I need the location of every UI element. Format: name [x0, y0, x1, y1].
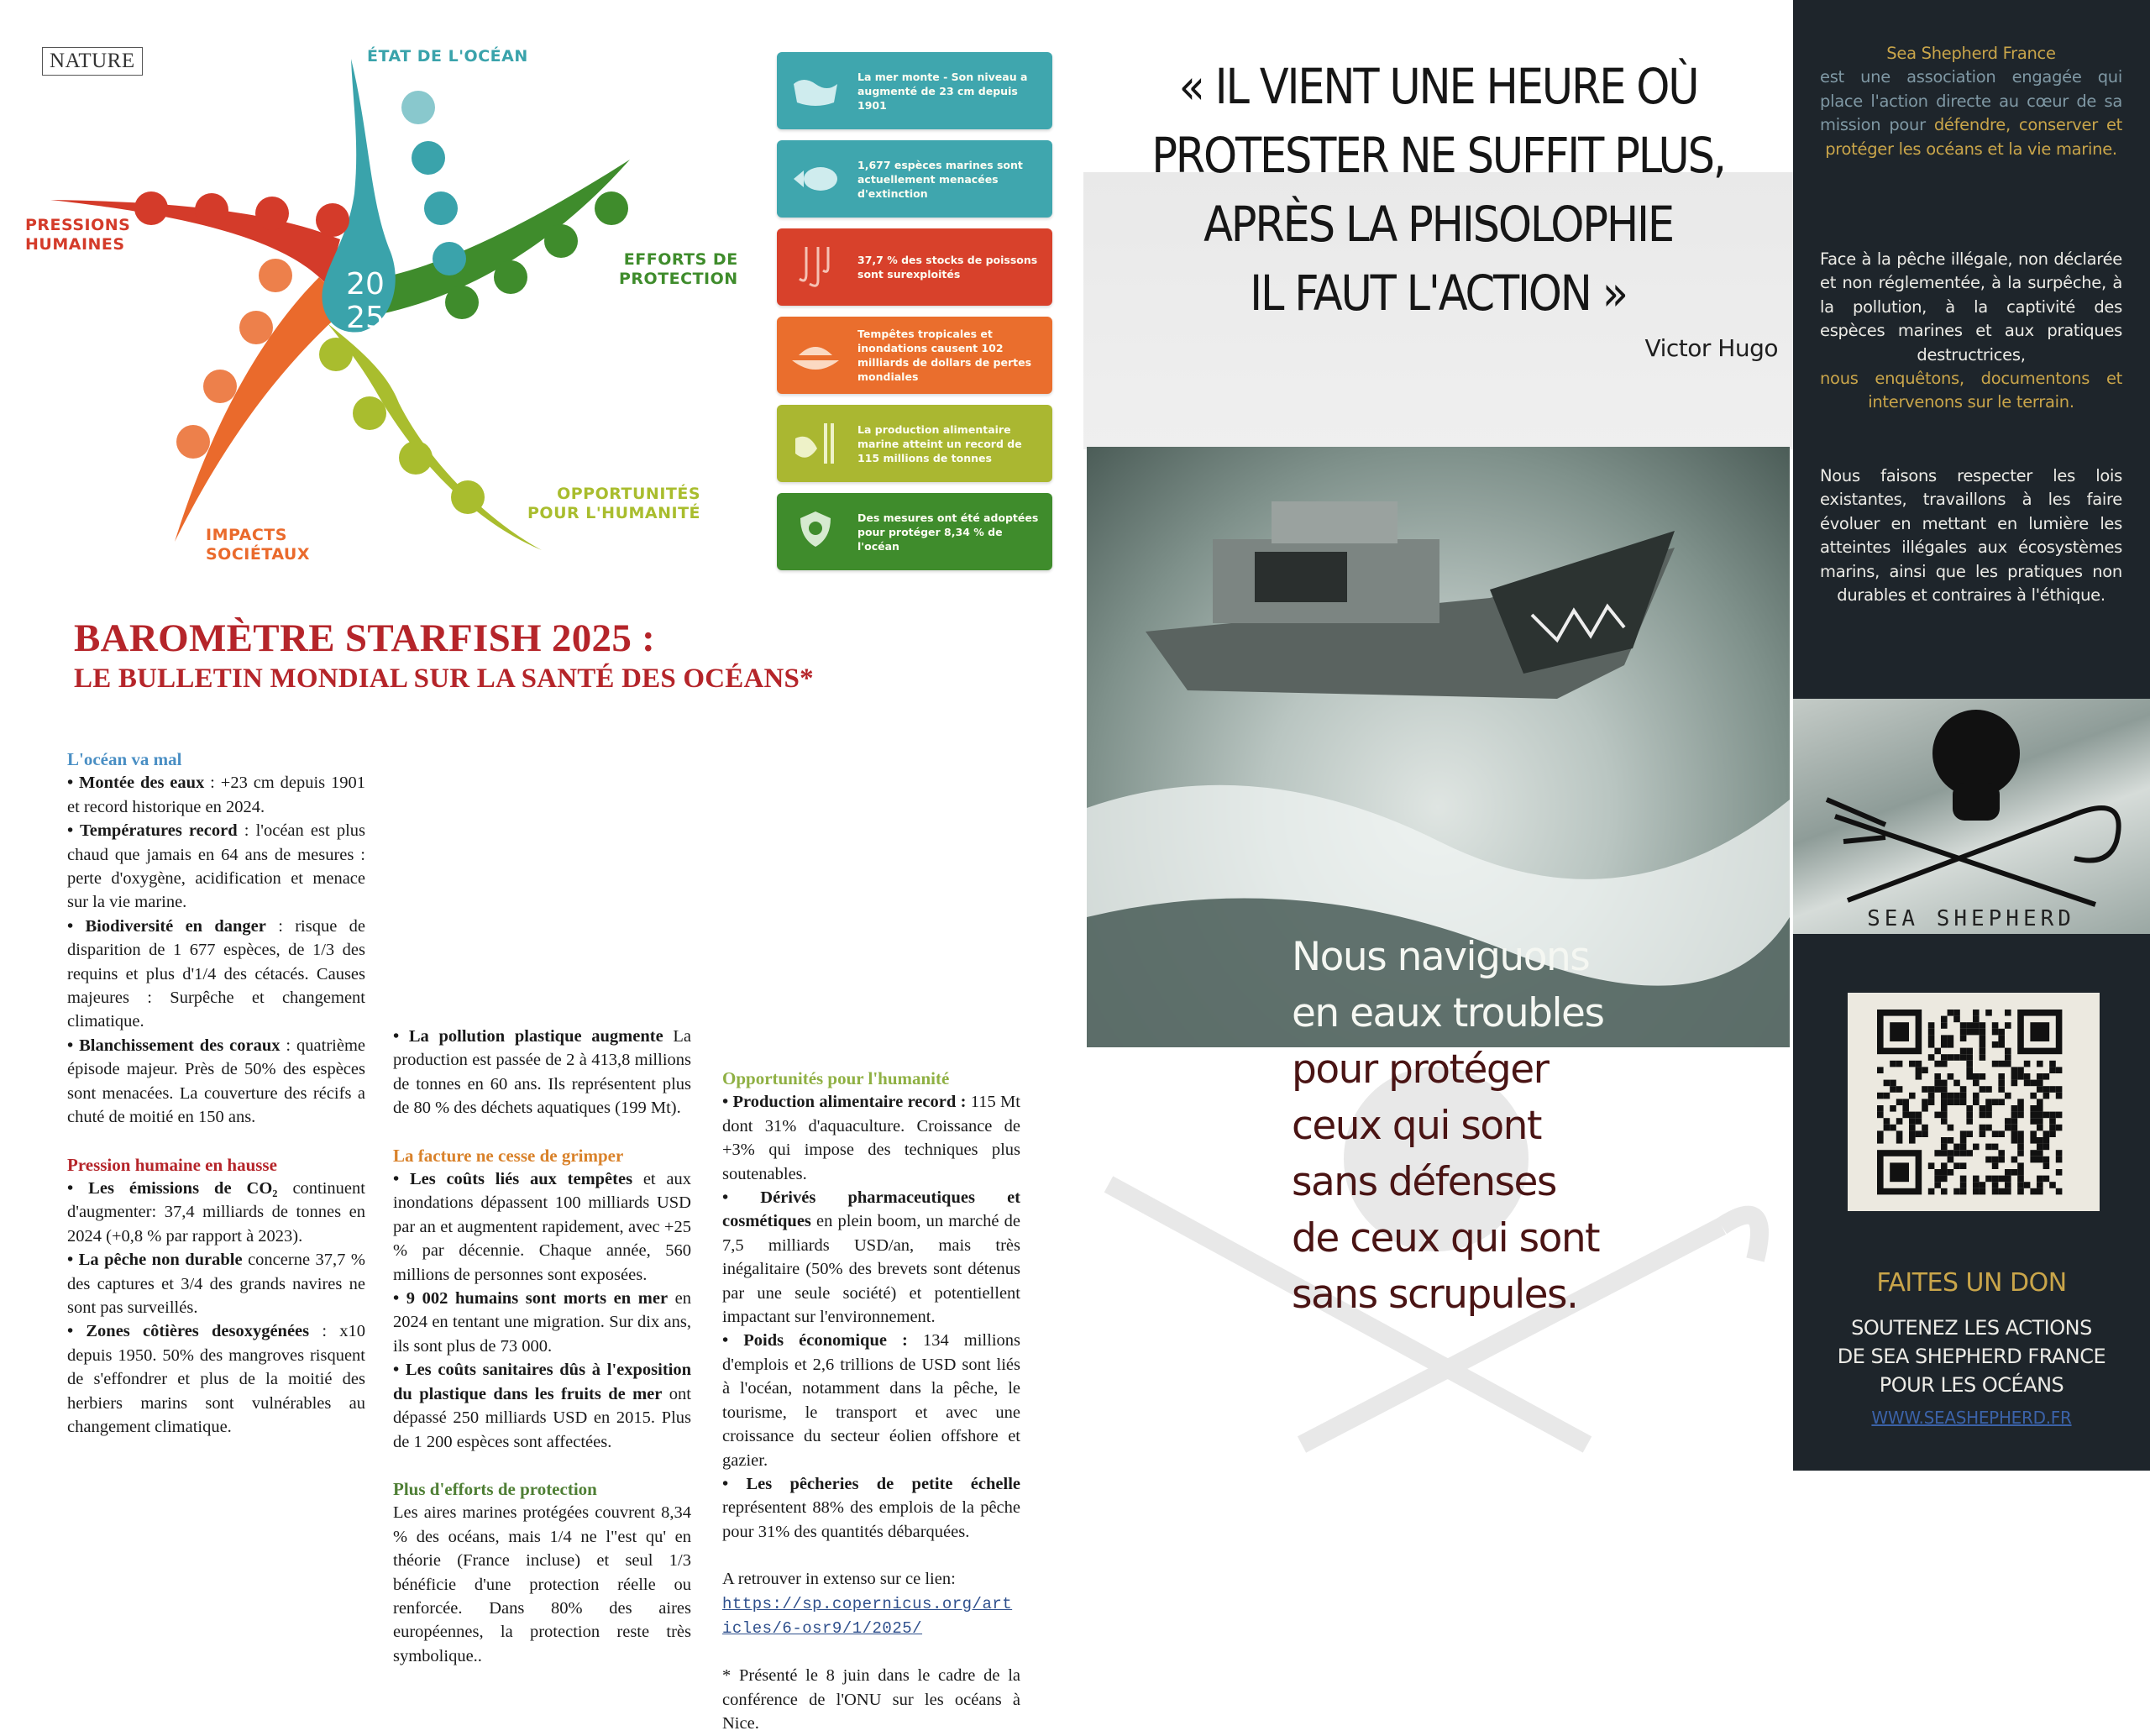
fact-card: Tempêtes tropicales et inondations causent 102 milliards de dollars de pertes mondiales [777, 317, 1052, 394]
section-rubric: NATURE [42, 47, 143, 76]
bottle-icon [316, 203, 349, 237]
quote-author: Victor Hugo [1644, 334, 1778, 362]
section-heading: La facture ne cesse de grimper [393, 1145, 624, 1166]
paragraph: • Les coûts liés aux tempêtes et aux inondations dépassent 100 milliards USD par an et augmentent rapidement, avec +25 % par décennie. Chaque année, 560 millions de personnes sont exposées. [393, 1170, 691, 1284]
center-year-top: 20 [346, 267, 385, 302]
sea-shepherd-panel [1793, 0, 2150, 1471]
article-title: BAROMÈTRE STARFISH 2025 : [74, 616, 656, 660]
logo-text: SEA SHEPHERD [1867, 906, 2075, 931]
fact-card: La mer monte - Son niveau a augmenté de 23 cm depuis 1901 [777, 52, 1052, 129]
paragraph: Les aires marines protégées couvrent 8,34 % des océans, mais 1/4 ne l"est qu' en théorie (France incluse) et seul 1/3 bénéficie d'une protection réelle ou renforcée. Dans 80% des aires européennes, la protection reste très symbolique.. [393, 1503, 691, 1665]
oil-icon [255, 197, 289, 230]
label-opportunites: OPPORTUNITÉS POUR L'HUMANITÉ [527, 485, 701, 522]
coral-icon [433, 242, 466, 275]
center-year-bottom: 25 [346, 301, 385, 335]
paragraph: • Températures record : l'océan est plus chaud que jamais en 64 ans de mesures : perte d'oxygène, acidification et menace sur la vie marine. [67, 821, 365, 912]
fish-icon [424, 191, 458, 225]
shepherd-crook-icon [1848, 808, 2119, 900]
section-heading: L'océan va mal [67, 749, 182, 769]
fish-icon [789, 152, 842, 206]
storm-house-icon [789, 328, 842, 382]
shield-hands-icon [789, 505, 842, 559]
arm-opportunites [328, 323, 542, 550]
section-heading: Plus d'efforts de protection [393, 1478, 597, 1499]
thermometer-icon [412, 141, 445, 175]
boat [1146, 501, 1675, 699]
source-link[interactable]: https://sp.copernicus.org/articles/6-osr9/1/2025/ [722, 1594, 1013, 1638]
sea-shepherd-logo [1793, 699, 2150, 934]
paragraph: • 9 002 humains sont morts en mer en 2024 en tentant une migration. Sur dix ans, ils sont plus de 73 000. [393, 1289, 691, 1356]
org-name: Sea Shepherd France [1886, 44, 2056, 63]
label-efforts-protection: EFFORTS DE PROTECTION [619, 250, 738, 288]
label-pressions-humaines: PRESSIONS HUMAINES [25, 216, 131, 254]
donation-qr-code[interactable] [1848, 993, 2100, 1211]
city-icon [203, 370, 237, 403]
paragraph: • Dérivés pharmaceutiques et cosmétiques en plein boom, un marché de 7,5 milliards USD/an, mais très inégalitaire (50% des brevets sont détenus par une seule société) et potentiellent impactant sur l'environnement. [722, 1188, 1020, 1327]
intro-block: Sea Shepherd France est une association engagée qui place l'action directe au cœur de sa mission pour défendre, conserver et protéger les océans et la vie marine. [1820, 44, 2122, 159]
fact-cards [777, 52, 1052, 581]
slogan-light: Nous naviguons en eaux troubles [1292, 934, 1604, 1036]
paragraph: • Les pêcheries de petite échelle représentent 88% des emplois de la pêche pour 31% des quantités débarquées. [722, 1474, 1020, 1541]
storm-icon [259, 259, 292, 292]
label-etat-ocean: ÉTAT DE L'OCÉAN [367, 47, 528, 66]
paragraph: • Les coûts sanitaires dûs à l'exposition du plastique dans les fruits de mer ont dépassé 250 milliards USD en 2015. Plus de 1 200 espèces sont affectées. [393, 1361, 691, 1451]
fact-card: La production alimentaire marine atteint un record de 115 millions de tonnes [777, 405, 1052, 482]
slogan-dark: pour protéger ceux qui sont sans défenses de ceux qui sont sans scrupules. [1292, 1046, 1600, 1318]
ocean-icons [401, 91, 466, 275]
migration-icon [176, 425, 210, 459]
arm-efforts-protection [353, 160, 630, 319]
fact-card: 1,677 espèces marines sont actuellement menacées d'extinction [777, 140, 1052, 218]
pollution-icon [134, 191, 168, 225]
article-column-1 [67, 747, 365, 1439]
link-intro: A retrouver in extenso sur ce lien: [722, 1570, 956, 1589]
paragraph: • Les émissions de CO₂ continuent d'augmenter: 37,4 milliards de tonnes en 2024 (+0,8 % par rapport à 2023). [67, 1178, 365, 1246]
victor-hugo-quote: « IL VIENT UNE HEURE OÙ PROTESTER NE SUFFIT PLUS, APRÈS LA PHISOLOPHIE IL FAUT L'ACTION » [1151, 58, 1725, 322]
document-icon [445, 286, 479, 319]
article-column-3 [722, 1067, 1020, 1736]
paragraph: • La pêche non durable concerne 37,7 % des captures et 3/4 des grands navires ne sont pas surveillés. [67, 1251, 365, 1317]
donate-text: SOUTENEZ LES ACTIONS DE SEA SHEPHERD FRANCE POUR LES OCÉANS [1837, 1316, 2106, 1397]
pharma-icon [353, 396, 386, 430]
skull-icon [1932, 710, 2020, 821]
handshake-icon [544, 224, 578, 258]
food-icon [319, 338, 353, 371]
paragraph: • Poids économique : 134 millions d'emplois et 2,6 trillions de USD sont liés à l'océan, notamment dans la pêche, le tourisme, le transport et avec une croissance du secteur éolien offshore et gazier. [722, 1331, 1020, 1470]
sea-level-icon [789, 64, 842, 118]
footnote: * Présenté le 8 juin dans le cadre de la conférence de l'ONU sur les océans à Nice. [722, 1666, 1020, 1733]
economy-icon [399, 441, 433, 475]
scale-icon [494, 260, 527, 294]
fishing-hooks-icon [789, 240, 842, 294]
middle-page [1083, 0, 1793, 1471]
paragraph: • La pollution plastique augmente La production est passée de 2 à 413,8 millions de tonnes en 60 ans. Ils représentent plus de 80 % des déchets aquatiques (199 Mt). [393, 1027, 691, 1118]
laws-block: Nous faisons respecter les lois existantes, travaillons à les faire évoluer en mettant en lumière les atteintes illégales aux écosystèmes marins, ainsi que les pratiques non durables et contraires à l'éthique. [1820, 466, 2122, 606]
fact-card: Des mesures ont été adoptées pour protéger 8,34 % de l'océan [777, 493, 1052, 570]
hooks-icon [195, 193, 228, 227]
section-heading: Opportunités pour l'humanité [722, 1068, 950, 1088]
shield-icon [595, 191, 628, 225]
paragraph: • Zones côtières desoxygénées : x10 depuis 1950. 50% des mangroves risquent de s'effondrer et plus de la moitié des herbiers marins sont vulnérables au changement climatique. [67, 1322, 365, 1436]
fact-card: 37,7 % des stocks de poissons sont surexploités [777, 228, 1052, 306]
article-subtitle: LE BULLETIN MONDIAL SUR LA SANTÉ DES OCÉANS* [74, 663, 814, 694]
paragraph: • Blanchissement des coraux : quatrième épisode majeur. Près de 50% des espèces sont menacées. La couverture des récifs a chuté de moitié en 150 ans. [67, 1036, 366, 1127]
hook-small-icon [451, 480, 485, 514]
health-icon [239, 311, 273, 344]
paragraph: • Biodiversité en danger : risque de disparition de 1 677 espèces, de 1/3 des requins et plus d'1/4 des cétacés. Causes majeures : Surpêche et changement climatique. [67, 916, 365, 1031]
donate-title: FAITES UN DON [1876, 1268, 2067, 1298]
paragraph: • Montée des eaux : +23 cm depuis 1901 et record historique en 2024. [67, 774, 366, 816]
website-link[interactable]: WWW.SEASHEPHERD.FR [1871, 1408, 2072, 1428]
fish-fork-icon [789, 417, 842, 470]
label-impacts-societaux: IMPACTS SOCIÉTAUX [206, 526, 311, 564]
sea-level-icon [401, 91, 435, 124]
paragraph: • Production alimentaire record : 115 Mt dont 31% d'aquaculture. Croissance de +3% qui impose des techniques plus soutenables. [722, 1093, 1020, 1183]
article-column-2 [393, 1025, 691, 1668]
section-heading: Pression humaine en hausse [67, 1154, 277, 1175]
mission-block: Face à la pêche illégale, non déclarée et non réglementée, à la surpêche, à la pollution, à la captivité des espèces marines et aux pratiques destructrices, nous enquêtons, documentons et intervenons sur le terrain. [1820, 249, 2122, 412]
